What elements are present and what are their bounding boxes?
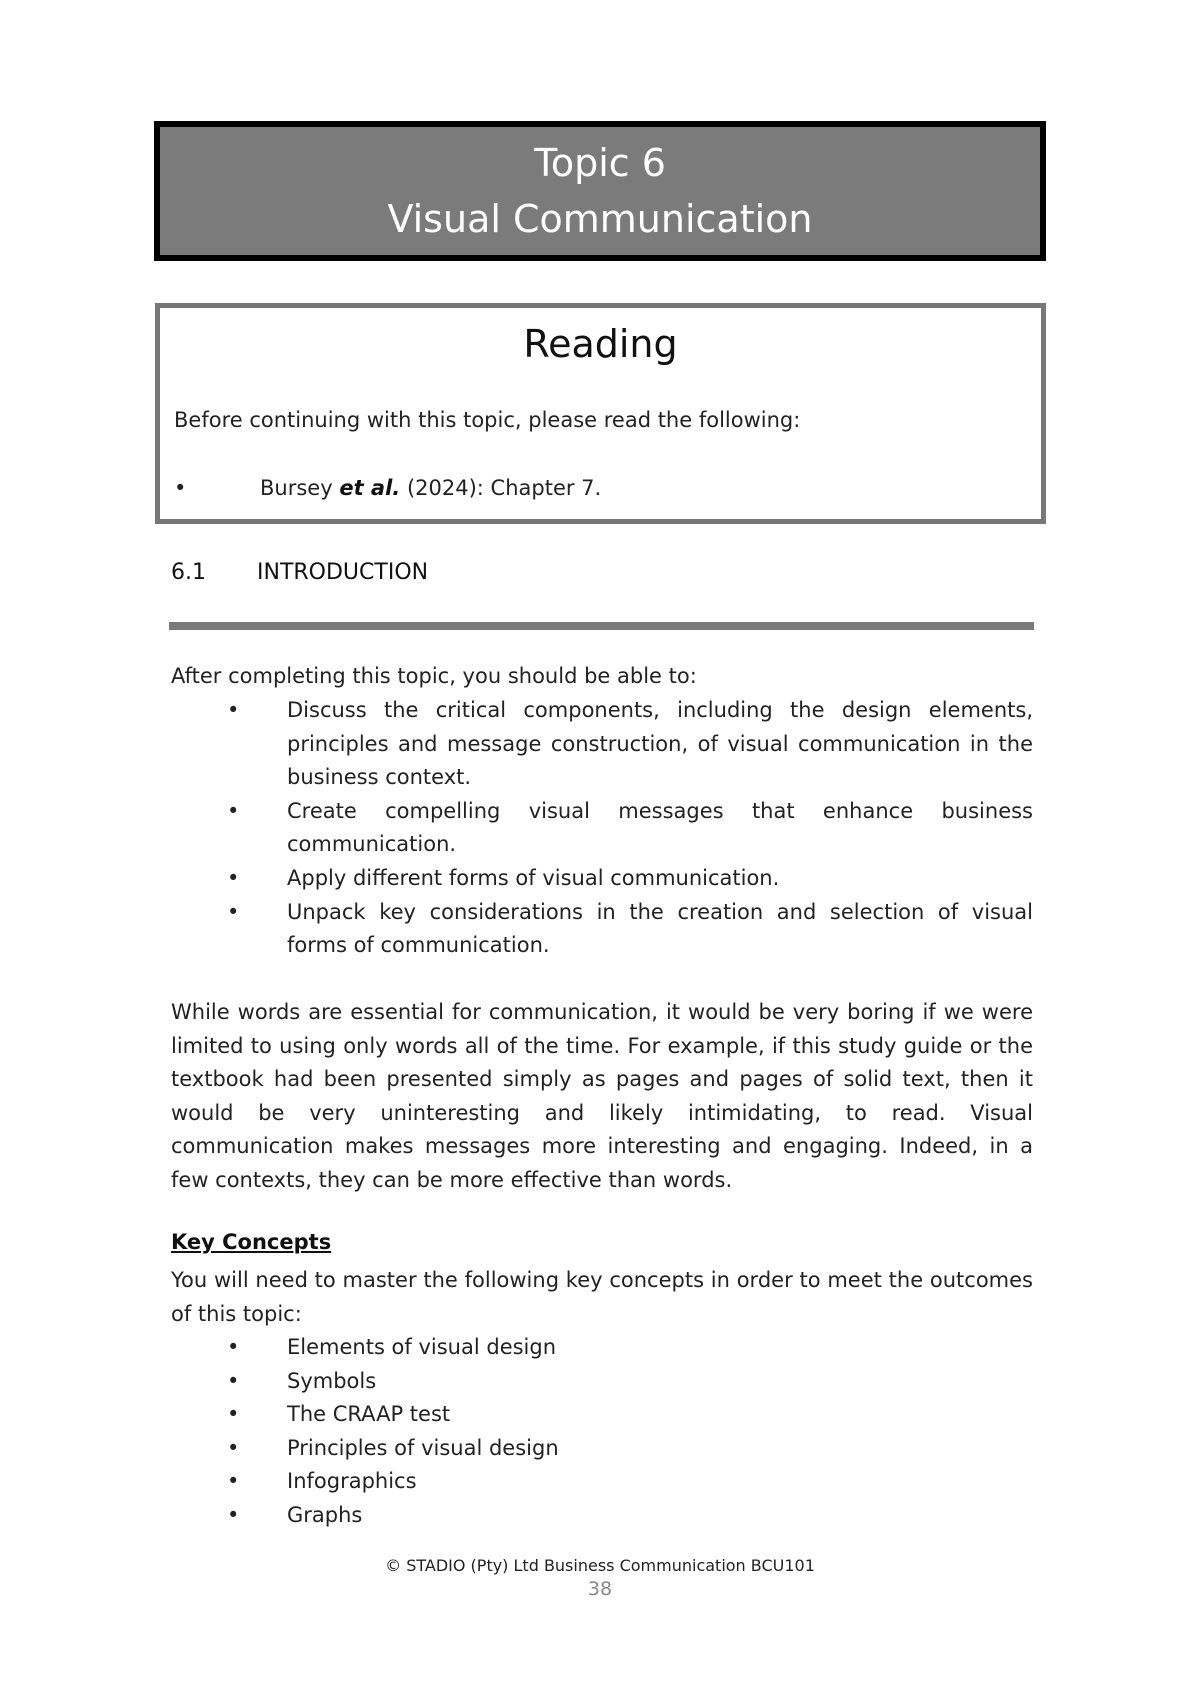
list-item [171,795,1033,862]
bullet-icon: • [227,698,240,722]
topic-subtitle: Visual Communication [387,197,813,241]
reading-item-emphasis: et al. [339,476,401,500]
concept-text: The CRAAP test [287,1402,451,1427]
intro-paragraph: While words are essential for communication, it would be very boring if we were limited to using only words all of the time. For example, if this study guide or the textbook had been presented simply as pages and pages of solid text, then it would be very uninteresting and likely intimidating, to read. Visual communication makes messages more interesting and engaging. Indeed, in a few contexts, they can be more effective than words. [171,1000,1033,1192]
footer-copyright: © STADIO (Pty) Ltd Business Communication BCU101 [385,1556,815,1575]
concept-text: Principles of visual design [287,1435,559,1460]
bullet-icon: • [227,1402,240,1427]
bullet-icon: • [227,899,240,924]
concept-text: Infographics [287,1469,417,1494]
bullet-icon: • [227,1335,240,1359]
topic-banner [154,121,1046,261]
page-number: 38 [587,1578,613,1600]
reading-item [174,476,601,500]
outcomes-list [171,694,1033,963]
reading-intro: Before continuing with this topic, please read the following: [174,408,801,432]
key-concepts-list [171,1331,1033,1533]
reading-item-prefix: Bursey [260,476,340,500]
section-title: INTRODUCTION [257,560,429,585]
list-item [171,896,1033,963]
outcome-text: Unpack key considerations in the creation and selection of visual forms of communication. [287,899,1033,958]
topic-title: Topic 6 [534,141,666,185]
reading-box [155,303,1046,524]
list-item [171,1499,1033,1533]
outcome-text: Create compelling visual messages that enhance business communication. [287,798,1033,857]
section-divider [169,622,1034,630]
list-item [171,1465,1033,1499]
bullet-icon: • [227,865,240,890]
key-concepts-intro: You will need to master the following key concepts in order to meet the outcomes of this topic: [171,1268,1033,1326]
bullet-icon: • [174,476,187,500]
list-item [171,1432,1033,1466]
concept-text: Symbols [287,1368,377,1393]
concept-text: Elements of visual design [287,1335,557,1359]
list-item [171,1331,1033,1365]
concept-text: Graphs [287,1502,363,1527]
bullet-icon: • [227,1435,240,1460]
key-concepts-heading: Key Concepts [171,1230,332,1254]
reading-title: Reading [523,322,678,366]
bullet-icon: • [227,1368,240,1393]
bullet-icon: • [227,798,240,823]
outcomes-intro: After completing this topic, you should be able to: [171,664,697,688]
reading-item-suffix: (2024): Chapter 7. [400,476,602,500]
bullet-icon: • [227,1502,240,1527]
section-heading [171,560,428,585]
list-item [171,1398,1033,1432]
bullet-icon: • [227,1469,240,1494]
outcome-text: Discuss the critical components, including the design elements, principles and message construction, of visual communication in the business context. [287,698,1033,790]
list-item [171,862,1033,896]
section-number: 6.1 [171,560,206,585]
list-item [171,694,1033,795]
list-item [171,1365,1033,1399]
outcome-text: Apply different forms of visual communication. [287,865,780,890]
